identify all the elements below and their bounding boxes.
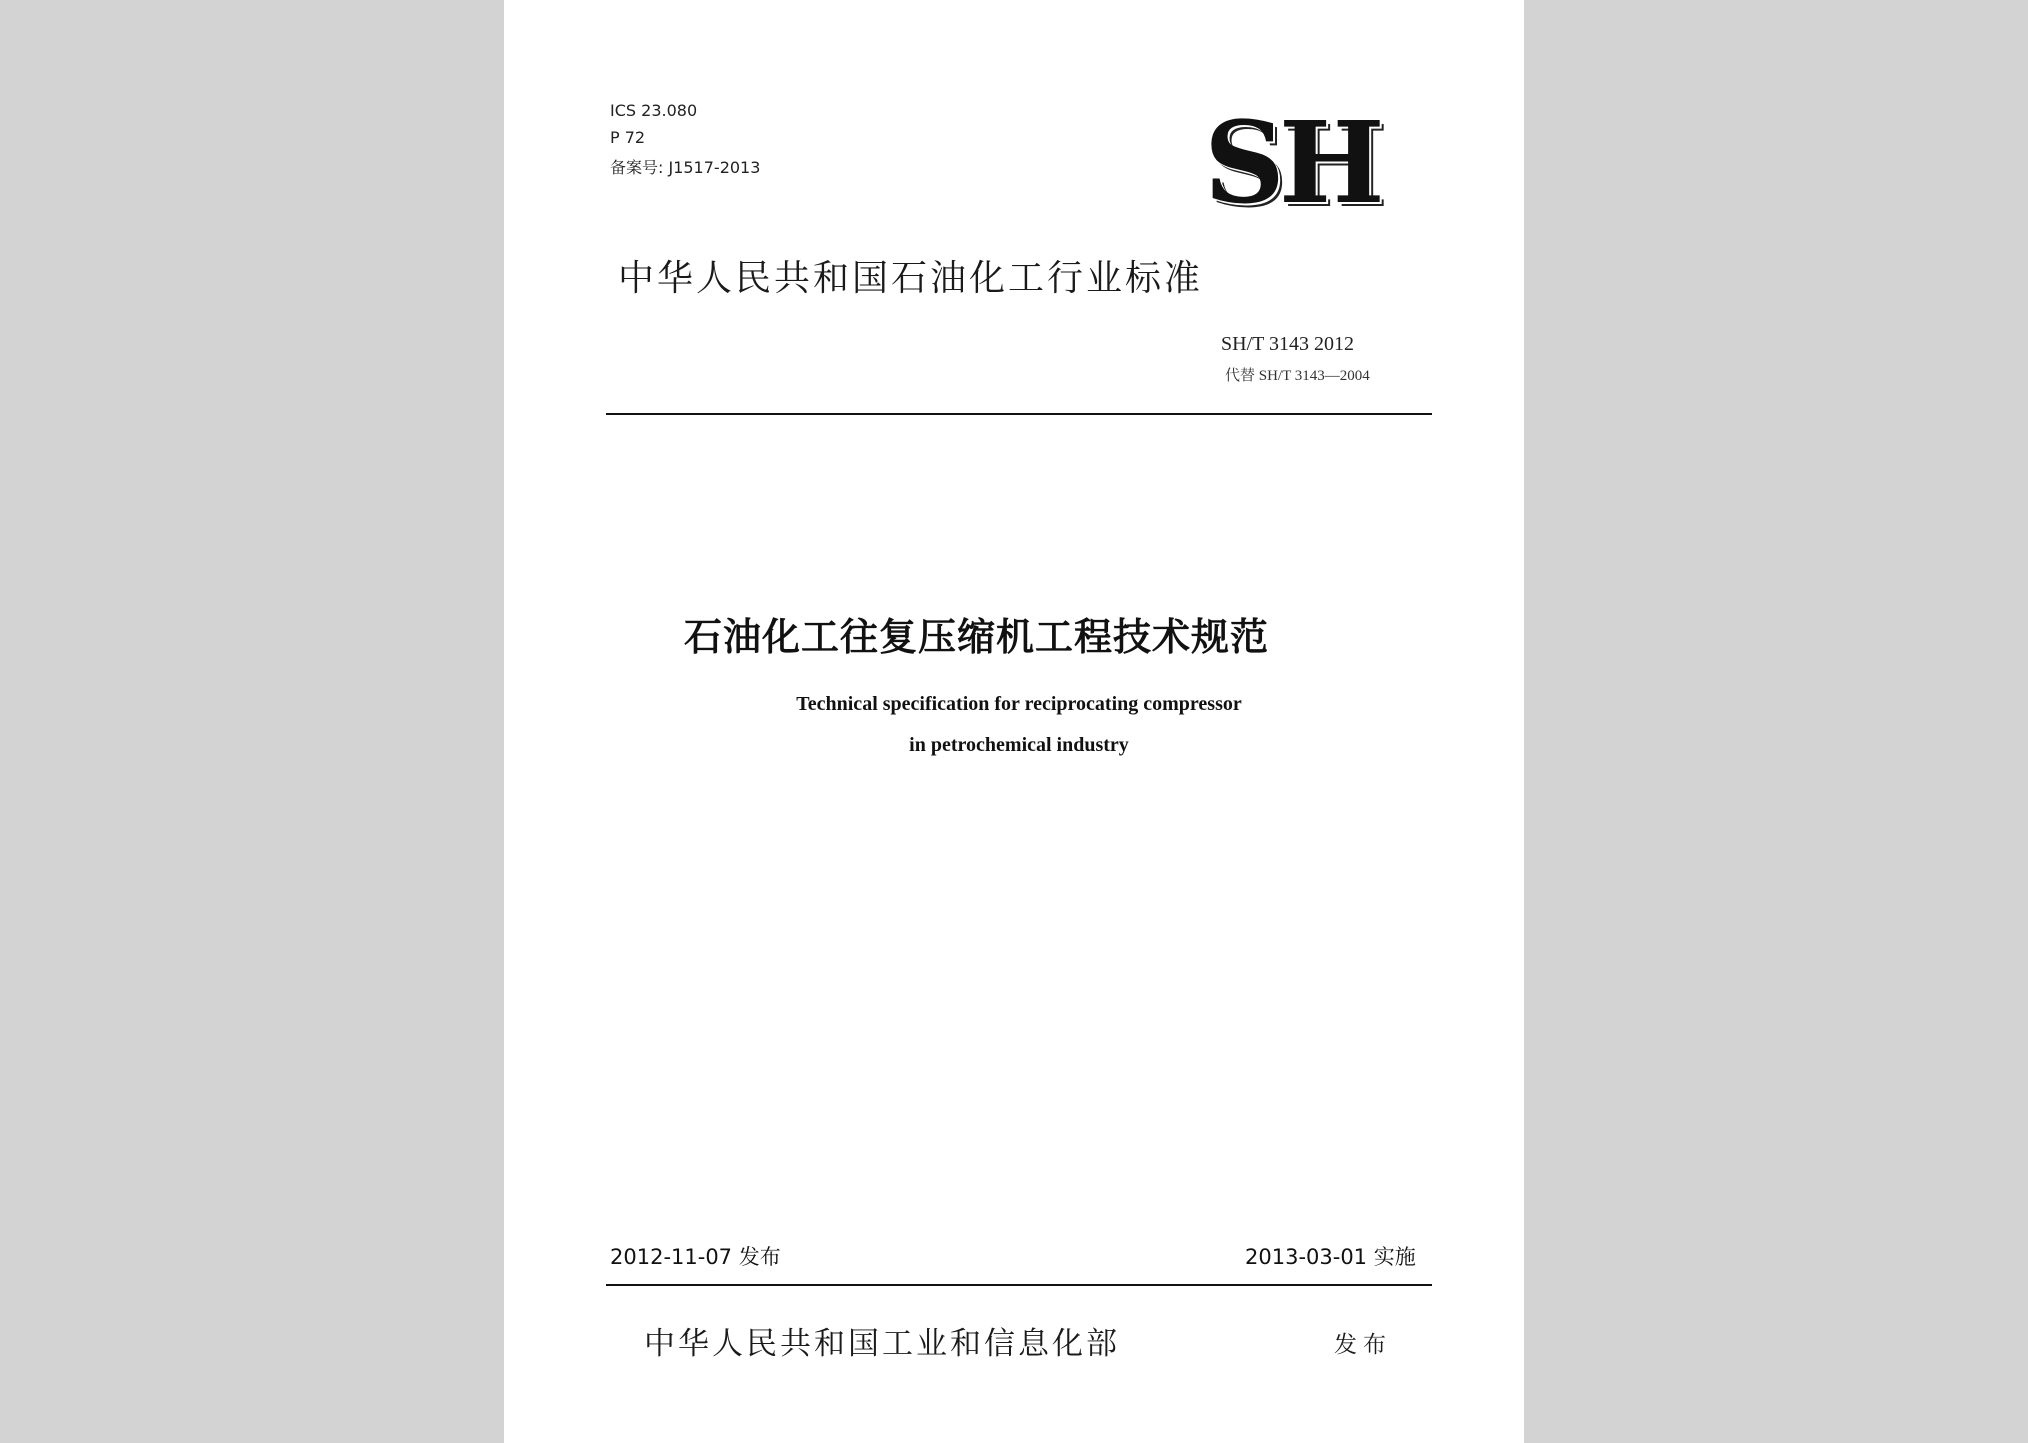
sh-logo: SH — [1204, 98, 1379, 229]
industry-standard-title: 中华人民共和国石油化工行业标准 — [618, 258, 1204, 299]
document-page — [504, 0, 1524, 1443]
standard-number: SH/T 3143 2012 — [1221, 333, 1354, 355]
record-number: 备案号: J1517-2013 — [610, 158, 761, 177]
top-divider — [606, 413, 1432, 415]
title-english-line1: Technical specification for reciprocating compressor — [796, 693, 1242, 715]
issue-date: 2012-11-07 发布 — [610, 1245, 781, 1269]
title-chinese: 石油化工往复压缩机工程技术规范 — [684, 615, 1270, 659]
publish-label: 发布 — [1334, 1332, 1392, 1358]
ccs-code: P 72 — [610, 128, 646, 147]
ics-code: ICS 23.080 — [610, 101, 698, 120]
bottom-divider — [606, 1284, 1432, 1286]
replaced-standard: 代替 SH/T 3143—2004 — [1225, 368, 1370, 384]
publisher-name: 中华人民共和国工业和信息化部 — [644, 1326, 1120, 1362]
title-english-line2: in petrochemical industry — [909, 734, 1129, 756]
implementation-date: 2013-03-01 实施 — [1245, 1245, 1416, 1269]
